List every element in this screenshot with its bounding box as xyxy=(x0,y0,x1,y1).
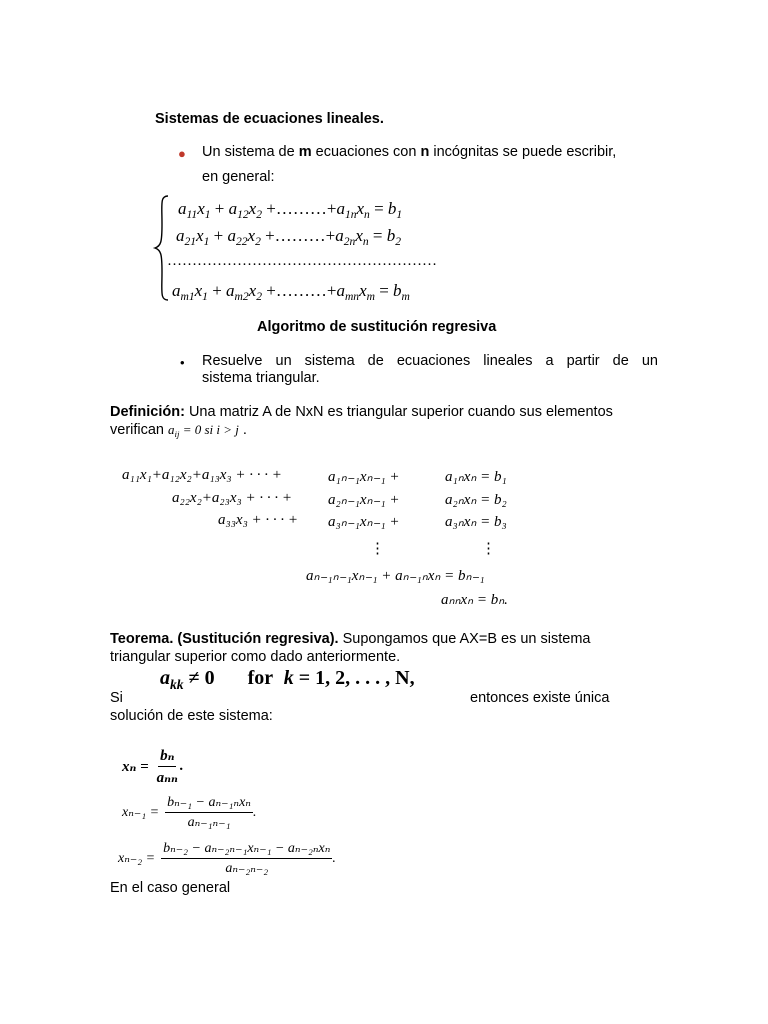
eq1-token: a xyxy=(178,199,187,218)
theorem-then: entonces existe única xyxy=(470,690,610,706)
eq1-token: + xyxy=(210,199,229,218)
intro-line2: en general: xyxy=(202,169,275,185)
eq2-token: 2 xyxy=(255,235,261,249)
eq2-token: x xyxy=(247,226,256,245)
f3-end: . xyxy=(332,850,336,866)
definition-line1 xyxy=(110,404,613,420)
f1-fraction xyxy=(155,746,180,787)
f2-lhs: xₙ₋₁ = xyxy=(122,805,160,820)
eq2-token: x xyxy=(196,226,204,245)
eq1-token: a xyxy=(336,199,345,218)
tri-row2-left: a₂₂x₂+a₂₃x₃ + · · · + xyxy=(172,490,292,506)
intro-text: Un sistema de xyxy=(202,144,299,160)
eq4-token: x xyxy=(359,281,367,300)
eq4-token: m1 xyxy=(180,290,195,304)
cond-k: k xyxy=(283,667,294,689)
f3-den: aₙ₋₂ₙ₋₂ xyxy=(225,861,269,876)
eq1-token: a xyxy=(228,199,238,218)
theorem-label: Teorema. (Sustitución regresiva). xyxy=(110,631,339,647)
eq2-token: 2n xyxy=(343,235,356,249)
eq1-token: 1 xyxy=(396,208,403,222)
eq4-token: +………+ xyxy=(262,281,337,300)
f1-end: . xyxy=(179,758,184,774)
page-title: Sistemas de ecuaciones lineales. xyxy=(155,111,384,127)
eq4-token: m xyxy=(401,290,410,304)
eq1-token: = xyxy=(369,199,388,218)
f2-den: aₙ₋₁ₙ₋₁ xyxy=(187,815,231,830)
eq2-token: n xyxy=(362,235,369,249)
eq2-token: x xyxy=(355,226,363,245)
definition-line2 xyxy=(110,422,247,438)
tri-row2-mid: a₂ₙ₋₁xₙ₋₁ + xyxy=(328,492,400,508)
intro-text-mid: ecuaciones con xyxy=(311,144,421,160)
bullet-icon: ● xyxy=(178,146,186,161)
tri-row1-mid: a₁ₙ₋₁xₙ₋₁ + xyxy=(328,469,400,485)
eq2-token: a xyxy=(176,226,185,245)
eq1-token: 11 xyxy=(186,208,198,222)
theorem-line1 xyxy=(110,631,590,647)
theorem-line3: solución de este sistema: xyxy=(110,708,273,724)
eq1-token: 1 xyxy=(204,208,211,222)
eq4-token: x xyxy=(248,281,257,300)
eq1-token: n xyxy=(364,208,370,222)
eq2-token: 2 xyxy=(395,235,402,249)
tri-row1-right: a₁ₙxₙ = b₁ xyxy=(445,469,507,485)
eq1-token: x xyxy=(248,199,257,218)
eq4-token: x xyxy=(194,281,203,300)
f3-lhs: xₙ₋₂ = xyxy=(118,851,156,866)
bullet2-line2: sistema triangular. xyxy=(202,370,320,386)
eq2-token: 1 xyxy=(203,235,210,249)
tri-vdots-1: ⋮ xyxy=(370,541,385,557)
cond-for: for xyxy=(247,667,273,689)
f2-fraction xyxy=(165,794,253,831)
f3-fraction xyxy=(161,840,332,877)
theorem-condition xyxy=(160,667,415,690)
eq4-token: b xyxy=(393,281,402,300)
bullet-icon: • xyxy=(180,355,185,370)
tri-row1-left: a₁₁x₁+a₁₂x₂+a₁₃x₃ + · · · + xyxy=(122,467,282,483)
eq4-token: m xyxy=(366,290,375,304)
eq1-token: 2 xyxy=(256,208,262,222)
system-eq-2 xyxy=(176,226,402,249)
tri-vdots-2: ⋮ xyxy=(481,541,496,557)
theorem-line2: triangular superior como dado anteriormente. xyxy=(110,649,401,665)
definition-text: Una matriz A de NxN es triangular superior cuando sus elementos xyxy=(184,404,613,420)
tri-row3-right: a₃ₙxₙ = b₃ xyxy=(445,514,507,530)
tri-row3-left: a₃₃x₃ + · · · + xyxy=(218,512,299,528)
f1-den: aₙₙ xyxy=(156,770,178,786)
theorem-text1: Supongamos que AX=B es un sistema xyxy=(338,631,591,647)
cond-a: a xyxy=(168,422,175,437)
system-eq-1 xyxy=(178,199,403,222)
tri-row3-mid: a₃ₙ₋₁xₙ₋₁ + xyxy=(328,514,400,530)
f2-num: bₙ₋₁ − aₙ₋₁ₙxₙ xyxy=(165,794,253,813)
eq4-token: a xyxy=(172,281,181,300)
eq2-token: a xyxy=(227,226,236,245)
eq1-token: x xyxy=(197,199,205,218)
tri-row5: aₙ₋₁ₙ₋₁xₙ₋₁ + aₙ₋₁ₙxₙ = bₙ₋₁ xyxy=(306,568,485,584)
eq1-token: 1n xyxy=(344,208,357,222)
eq4-token: mn xyxy=(344,290,360,304)
tri-row2-right: a₂ₙxₙ = b₂ xyxy=(445,492,507,508)
eq1-token: 12 xyxy=(237,208,249,222)
definition-text2: verifican xyxy=(110,422,169,438)
eq1-token: b xyxy=(387,199,397,218)
cond-kk-sub: kk xyxy=(170,676,184,692)
f2-end: . xyxy=(252,804,257,820)
cond-sub: ij xyxy=(174,429,180,440)
closing-text: En el caso general xyxy=(110,880,231,896)
eq2-token: + xyxy=(209,226,228,245)
eq4-token: 1 xyxy=(202,290,208,304)
theorem-si: Si xyxy=(110,690,123,706)
eq2-token: 21 xyxy=(184,235,197,249)
bullet2-line1: Resuelve un sistema de ecuaciones lineales a partir de un xyxy=(202,353,658,369)
left-brace-icon xyxy=(152,194,172,302)
eq2-token: 22 xyxy=(235,235,248,249)
system-eq-4 xyxy=(172,281,410,304)
system-dots: ……………………………………………… xyxy=(167,253,437,269)
intro-m: m xyxy=(298,144,312,160)
formula-xn-2 xyxy=(118,840,336,877)
intro-line1 xyxy=(202,144,616,160)
section-title-algoritmo: Algoritmo de sustitución regresiva xyxy=(257,319,497,335)
eq1-token: +………+ xyxy=(262,199,337,218)
definition-condition xyxy=(168,422,239,440)
eq2-token: a xyxy=(335,226,344,245)
cond-neq: ≠ 0 xyxy=(183,667,215,689)
formula-xn xyxy=(122,746,184,787)
f1-lhs: xₙ = xyxy=(122,759,149,775)
eq4-token: m2 xyxy=(234,290,249,304)
cond-akk: a xyxy=(160,667,170,689)
cond-rest: = 0 si i > j xyxy=(179,422,239,437)
definition-end: . xyxy=(238,422,247,438)
formula-xn-1 xyxy=(122,794,256,831)
f3-num: bₙ₋₂ − aₙ₋₂ₙ₋₁xₙ₋₁ − aₙ₋₂ₙxₙ xyxy=(161,840,332,859)
eq4-token: a xyxy=(226,281,235,300)
eq4-token: a xyxy=(336,281,345,300)
intro-n: n xyxy=(420,144,430,160)
eq4-token: 2 xyxy=(256,290,262,304)
eq4-token: + xyxy=(207,281,227,300)
cond-list: = 1, 2, . . . , N, xyxy=(293,667,415,689)
intro-text-post: incógnitas se puede escribir, xyxy=(429,144,617,160)
eq2-token: b xyxy=(386,226,396,245)
f1-num: bₙ xyxy=(158,746,176,767)
definition-label: Definición: xyxy=(110,404,185,420)
tri-row6: aₙₙxₙ = bₙ. xyxy=(441,592,508,608)
eq1-token: x xyxy=(356,199,365,218)
eq4-token: = xyxy=(374,281,394,300)
eq2-token: = xyxy=(368,226,387,245)
eq2-token: +………+ xyxy=(260,226,336,245)
